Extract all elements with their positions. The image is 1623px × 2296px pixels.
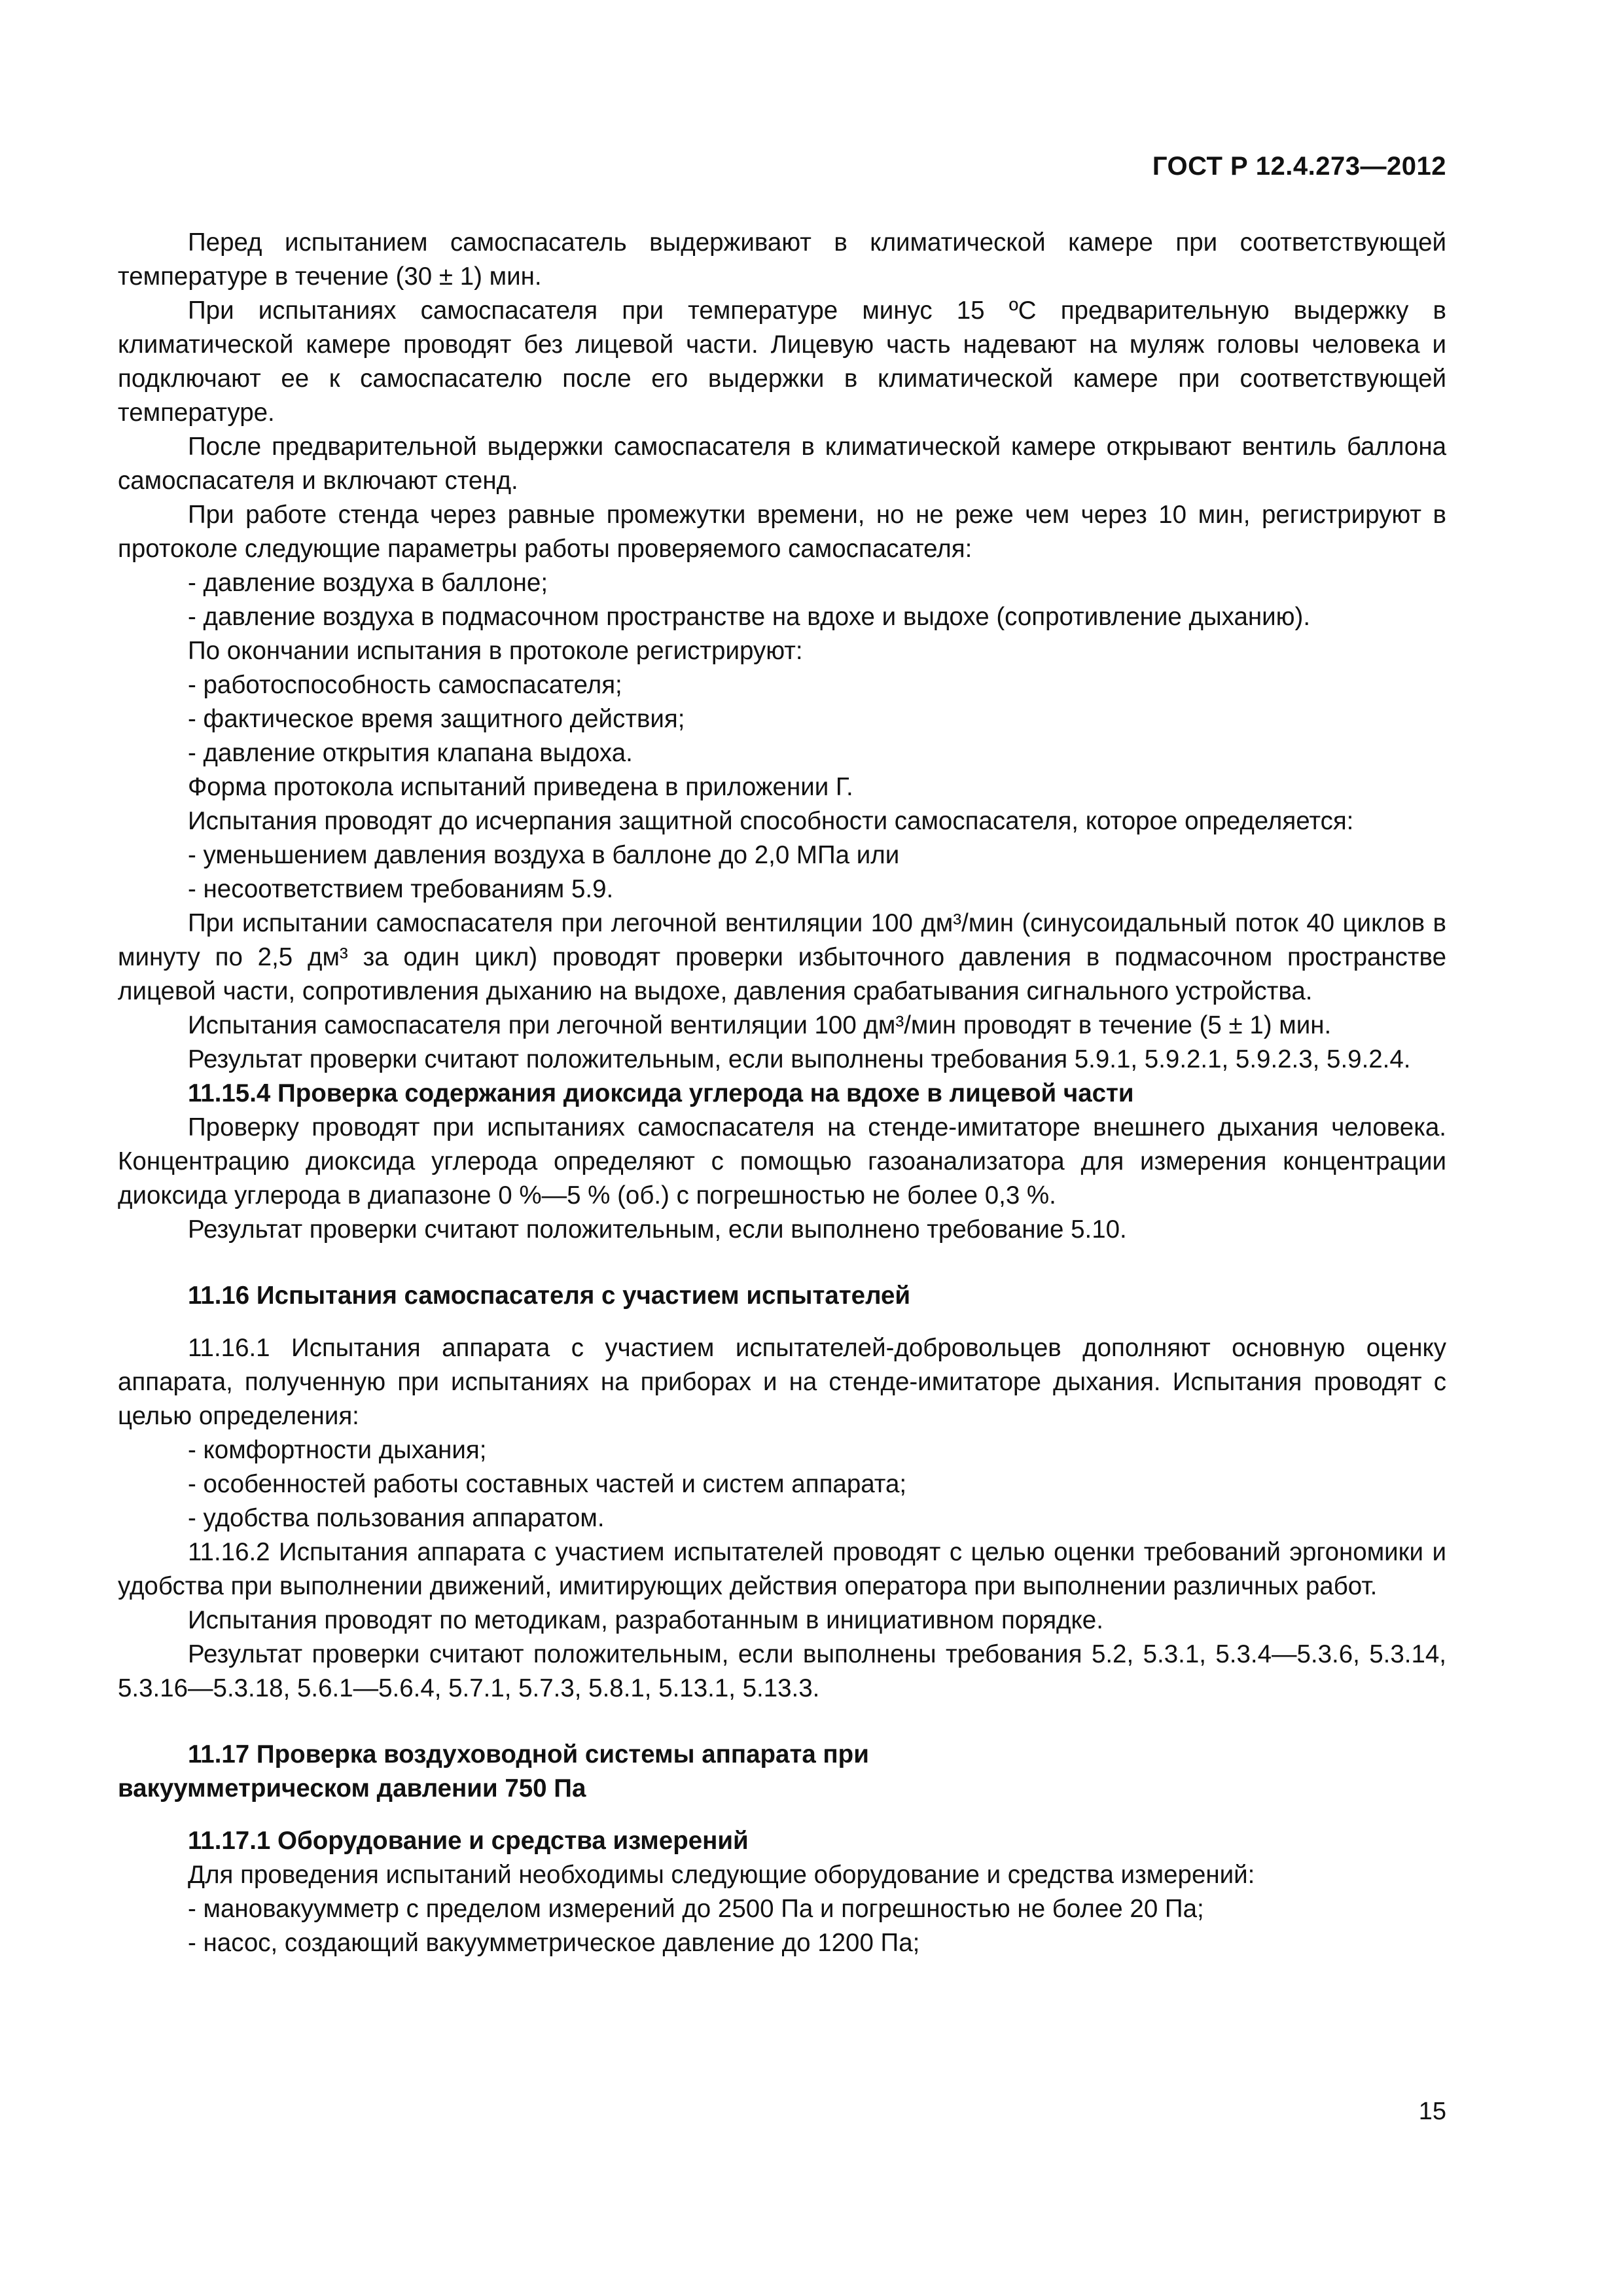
list-item: - несоответствием требованиям 5.9.	[188, 875, 614, 903]
list-item: - насос, создающий вакуумметрическое давление до 1200 Па;	[188, 1929, 920, 1957]
paragraph: Испытания самоспасателя при легочной вентиляции 100 дм³/мин проводят в течение (5 ± 1) мин.	[188, 1011, 1332, 1039]
paragraph: При испытаниях самоспасателя при температуре минус 15 ºС предварительную выдержку в климатической камере проводят без лицевой части. Лицевую часть надевают на муляж головы человека и подключают ее к самоспасателю после его выдержки в климатической камере при соответствующей температуре.	[118, 296, 1446, 427]
list-item: - удобства пользования аппаратом.	[188, 1504, 605, 1532]
paragraph: Для проведения испытаний необходимы следующие оборудование и средства измерений:	[188, 1861, 1255, 1889]
paragraph: 11.16.2 Испытания аппарата с участием испытателей проводят с целью оценки требований эргономики и удобства при выполнении движений, имитирующих действия оператора при выполнении различных работ.	[118, 1538, 1446, 1600]
section-heading-11-15-4: 11.15.4 Проверка содержания диоксида углерода на вдохе в лицевой части	[188, 1079, 1134, 1107]
section-heading-11-17-1: 11.17.1 Оборудование и средства измерений	[188, 1827, 749, 1855]
paragraph: Форма протокола испытаний приведена в приложении Г.	[188, 773, 853, 801]
list-item: - давление воздуха в подмасочном пространстве на вдохе и выдохе (сопротивление дыханию).	[188, 603, 1311, 631]
paragraph: При работе стенда через равные промежутки времени, но не реже чем через 10 мин, регистрируют в протоколе следующие параметры работы проверяемого самоспасателя:	[118, 501, 1446, 563]
section-heading-11-16: 11.16 Испытания самоспасателя с участием испытателей	[188, 1282, 911, 1310]
paragraph: Результат проверки считают положительным, если выполнены требования 5.2, 5.3.1, 5.3.4—5.3.6, 5.3.14, 5.3.16—5.3.18, 5.6.1—5.6.4, 5.7.1, 5.7.3, 5.8.1, 5.13.1, 5.13.3.	[118, 1640, 1446, 1702]
paragraph: Испытания проводят до исчерпания защитной способности самоспасателя, которое определяется:	[188, 807, 1354, 835]
paragraph: Испытания проводят по методикам, разработанным в инициативном порядке.	[188, 1606, 1103, 1634]
list-item: - мановакуумметр с пределом измерений до 2500 Па и погрешностью не более 20 Па;	[188, 1895, 1204, 1923]
paragraph: Перед испытанием самоспасатель выдерживают в климатической камере при соответствующей температуре в течение (30 ± 1) мин.	[118, 228, 1446, 291]
list-item: - особенностей работы составных частей и систем аппарата;	[188, 1470, 907, 1498]
list-item: - комфортности дыхания;	[188, 1436, 487, 1464]
paragraph: Результат проверки считают положительным, если выполнены требования 5.9.1, 5.9.2.1, 5.9.2.3, 5.9.2.4.	[188, 1045, 1411, 1073]
list-item: - работоспособность самоспасателя;	[188, 671, 622, 699]
paragraph: Результат проверки считают положительным, если выполнено требование 5.10.	[188, 1215, 1127, 1244]
list-item: - фактическое время защитного действия;	[188, 705, 685, 733]
list-item: - давление воздуха в баллоне;	[188, 569, 548, 597]
paragraph: Проверку проводят при испытаниях самоспасателя на стенде-имитаторе внешнего дыхания человека. Концентрацию диоксида углерода определяют с помощью газоанализатора для измерения концентрации диоксида углерода в диапазоне 0 %—5 % (об.) с погрешностью не более 0,3 %.	[118, 1113, 1446, 1210]
paragraph: По окончании испытания в протоколе регистрируют:	[188, 637, 803, 665]
paragraph: После предварительной выдержки самоспасателя в климатической камере открывают вентиль баллона самоспасателя и включают стенд.	[118, 433, 1446, 495]
paragraph: При испытании самоспасателя при легочной вентиляции 100 дм³/мин (синусоидальный поток 40 циклов в минуту по 2,5 дм³ за один цикл) проводят проверки избыточного давления в подмасочном пространстве лицевой части, сопротивления дыханию на выдохе, давления срабатывания сигнального устройства.	[118, 909, 1446, 1005]
page-number: 15	[1418, 2098, 1446, 2125]
paragraph: 11.16.1 Испытания аппарата с участием испытателей-добровольцев дополняют основную оценку аппарата, полученную при испытаниях на приборах и на стенде-имитаторе дыхания. Испытания проводят с целью определения:	[118, 1334, 1446, 1430]
section-heading-11-17: 11.17 Проверка воздуховодной системы аппарата при вакуумметрическом давлении 750 Па	[118, 1740, 869, 1803]
list-item: - уменьшением давления воздуха в баллоне до 2,0 МПа или	[188, 841, 900, 869]
document-code-header: ГОСТ Р 12.4.273—2012	[1152, 152, 1446, 181]
list-item: - давление открытия клапана выдоха.	[188, 739, 633, 767]
document-body	[118, 226, 1446, 1960]
